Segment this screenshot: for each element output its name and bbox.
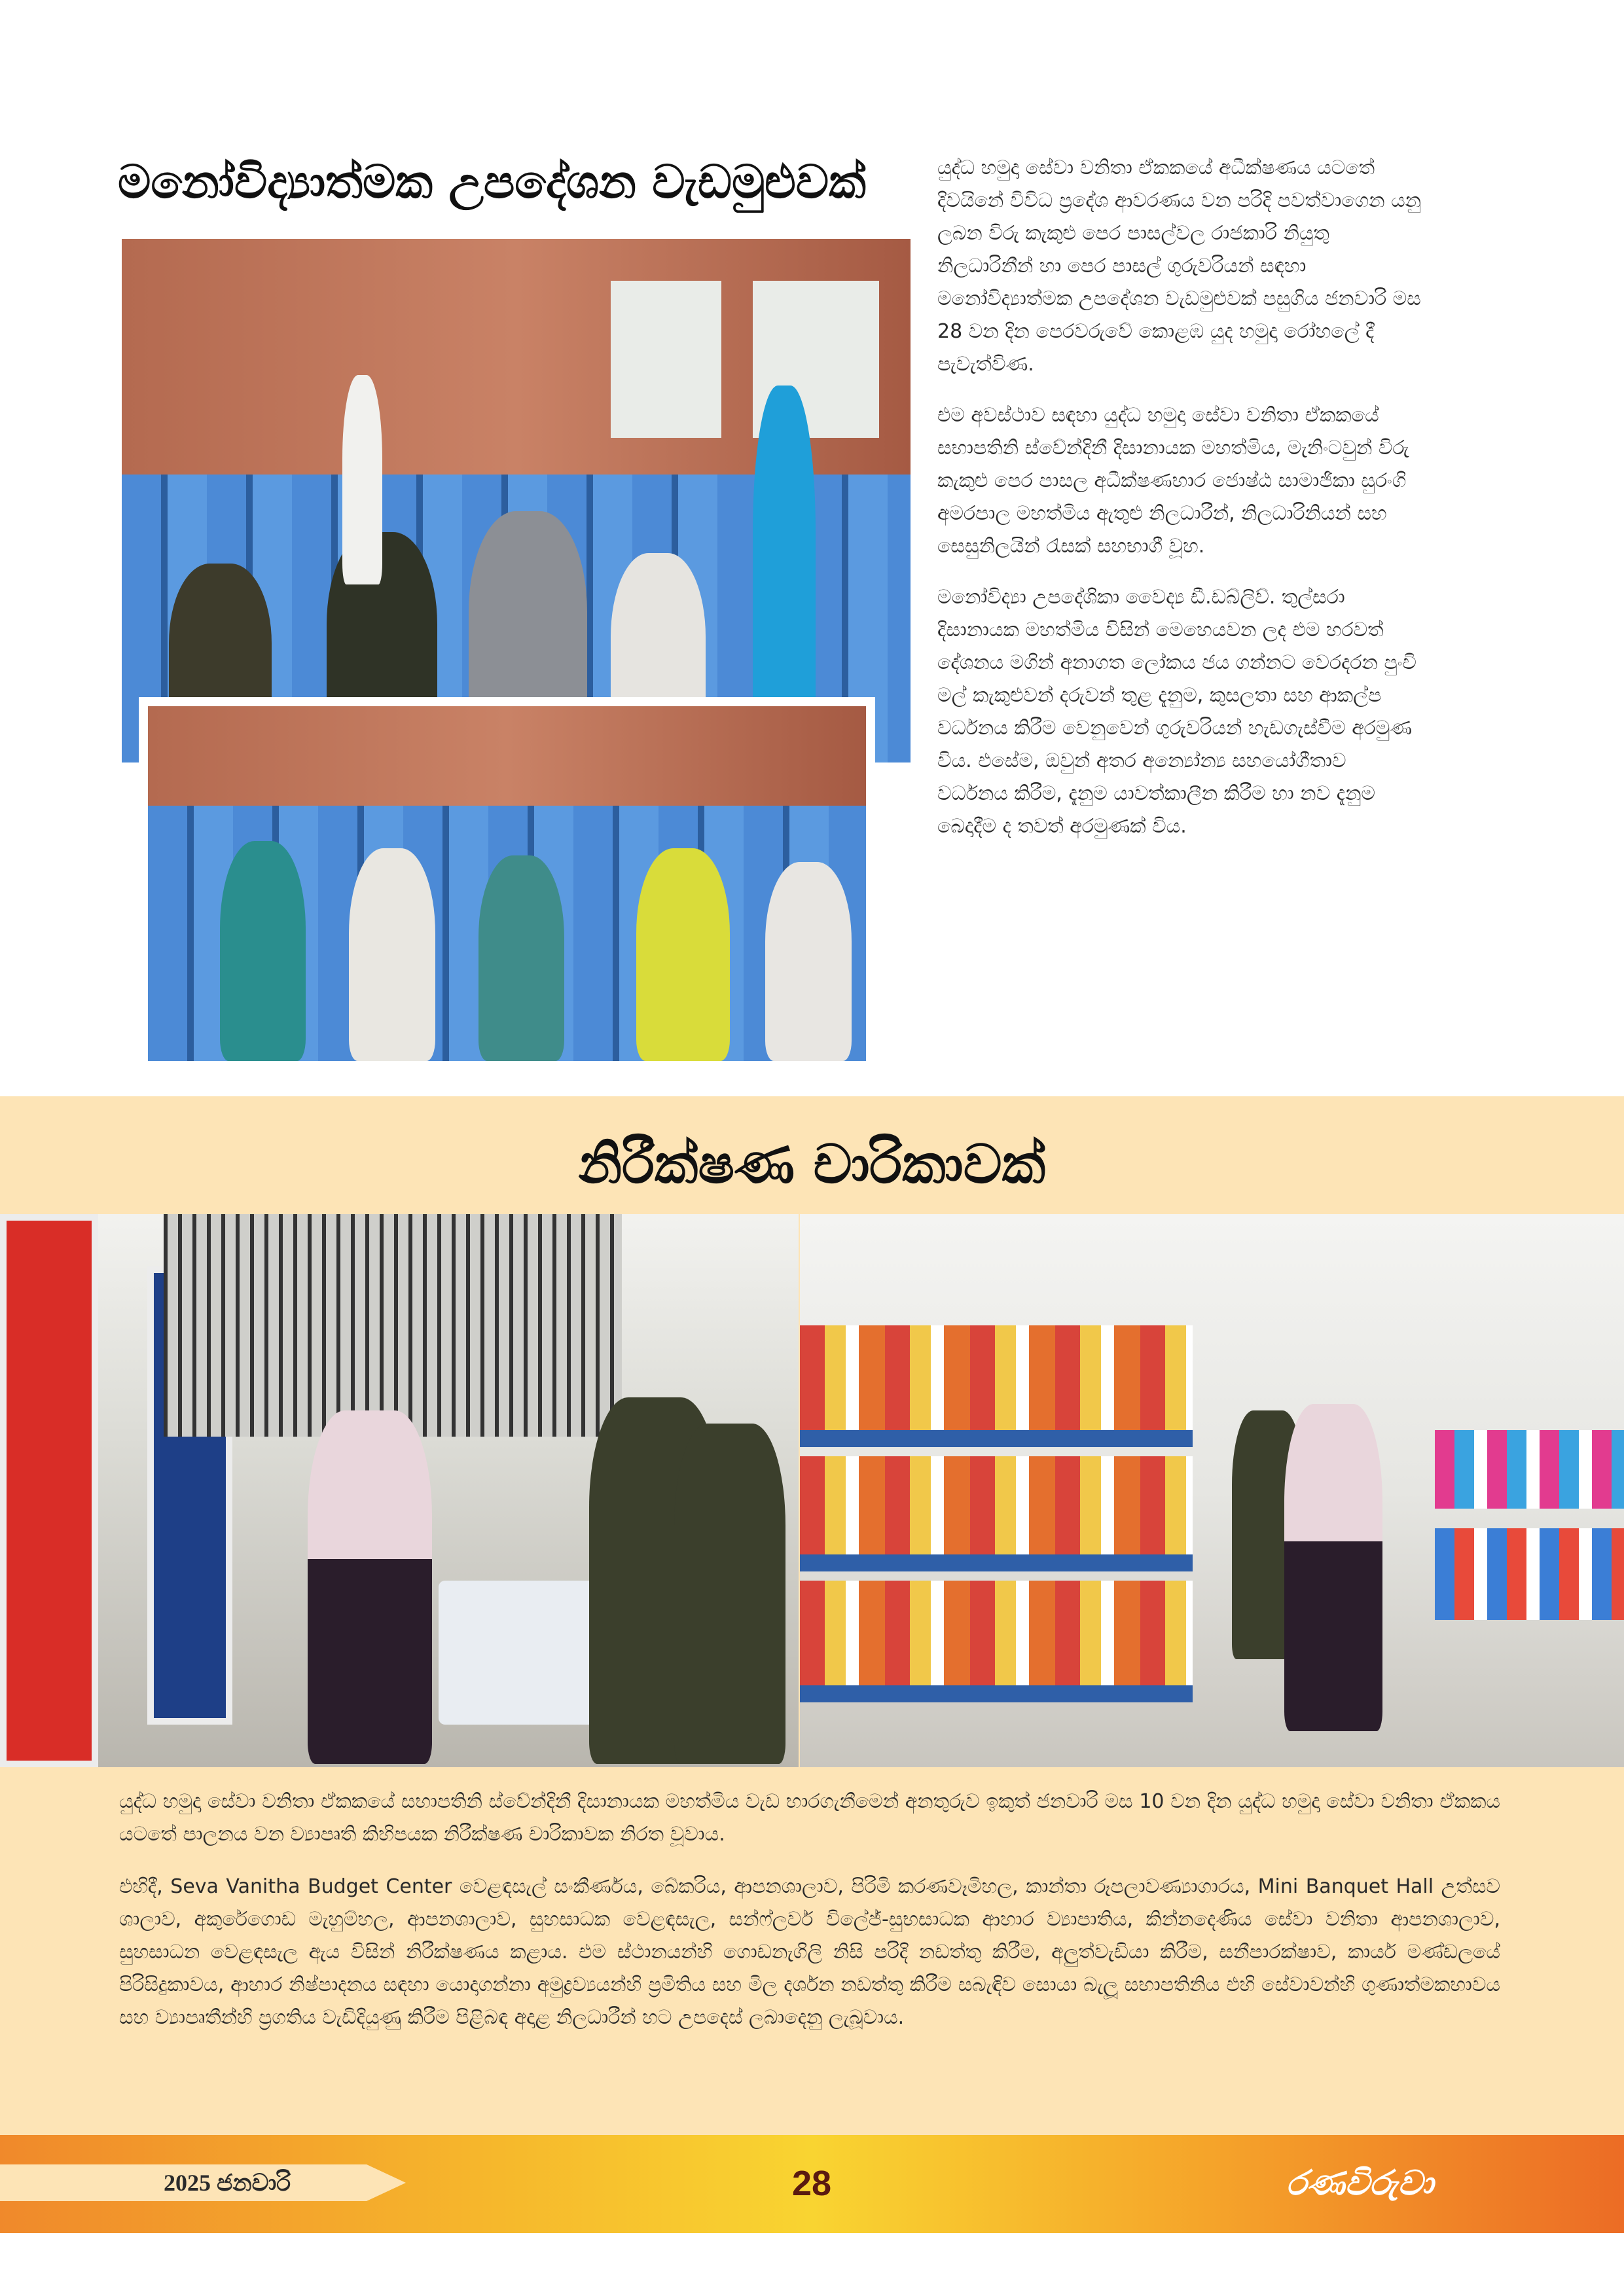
photo-workshop-hall (122, 239, 911, 762)
magazine-logo: රණවිරුවා (1286, 2164, 1434, 2203)
photo-inspection-store (800, 1214, 1624, 1767)
article-top-text (937, 152, 1422, 861)
page-number: 28 (791, 2164, 832, 2203)
issue-date: 2025 ජනවාරි (164, 2170, 291, 2196)
article-title-bottom: නිරීක්ෂණ චාරිකාවක් (578, 1134, 1046, 1196)
paragraph: යුද්ධ හමුදා සේවා වනිතා ඒකකයේ සභාපතිනි ස්වේන්දිනී දිසානායක මහත්මිය වැඩ භාරගැනීමෙන් අනතුරුව ඉකුත් ජනවාරි මස 10 වන දින යුද්ධ හමුදා සේවා වනිතා ඒකකය යටතේ පාලනය වන ව්‍යාපෘති කිහිපයක නිරීක්ෂණ චාරිකාවක නිරත වූවාය. (119, 1790, 1500, 1846)
paragraph: එම අවස්ථාව සඳහා යුද්ධ හමුදා සේවා වනිතා ඒකකයේ සභාපතිනි ස්වේන්දිනී දිසානායක මහත්මිය, මැනිංටවුන් විරු කැකුළු පෙර පාසල අධීක්ෂණභාර ජොෂ්ඨ සාමාජිකා සුරංගි අමරපාල මහත්මිය ඇතුළු නිලධාරීන්, නිලධාරිනියන් සහ සෙසුනිලයින් රැසක් සහභාගී වූහ. (937, 404, 1409, 558)
article-title-top: මනෝවිද්‍යාත්මක උපදේශන වැඩමුළුවක් (118, 155, 866, 209)
paragraph: යුද්ධ හමුදා සේවා වනිතා ඒකකයේ අධීක්ෂණය යටතේ දිවයිනේ විවිධ ප්‍රදේශ ආවරණය වන පරිදි පවත්වාගෙන යනු ලබන විරු කැකුළු පෙර පාසල්වල රාජකාරි නියුතු නිලධාරිනීන් හා පෙර පාසල් ගුරුවරියන් සඳහා මනෝවිද්‍යාත්මක උපදේශන වැඩමුළුවක් පසුගිය ජනවාරි මස 28 වන දින පෙරවරුවේ කොළඹ යුද හමුදා රෝහලේ දී පැවැත්විණ. (937, 156, 1422, 376)
photo-inspection-cafe (0, 1214, 799, 1767)
photo-participants (139, 697, 875, 1070)
paragraph: මනෝවිද්‍යා උපදේශිකා වෛද්‍ය ඩී.ඩබ්ලිව්. තුල්සරා දිසානායක මහත්මිය විසින් මෙහෙයවන ලද එම හරවත් දේශනය මගින් අනාගත ලෝකය ජය ගන්නට වෙරදරන පුංචි මල් කැකුළුවන් දරුවන් තුළ දැනුම, කුසලතා සහ ආකල්ප වර්ධනය කිරීම වෙනුවෙන් ගුරුවරියන් හැඩගැස්වීම අරමුණ විය. එසේම, ඔවුන් අතර අන්‍යෝන්‍ය සහයෝගීතාව වර්ධනය කිරීම, දැනුම යාවත්කාලීන කිරීම හා නව දැනුම බෙදාදීම ද තවත් අරමුණක් විය. (937, 586, 1416, 838)
paragraph: එහිදී, Seva Vanitha Budget Center වෙළඳසැල් සංකීර්ණය, බේකරිය, ආපනශාලාව, පිරිමි කරණවෑමිහල, කාන්තා රූපලාවණ්‍යාගාරය, Mini Banquet Hall උත්සව ශාලාව, අකුරේගොඩ මැහුම්හල, ආපනශාලාව, සුහසාධක වෙළඳසැල, සන්ෆ්ලවර් විලේජ්-සුභසාධක ආහාර ව්‍යාපාතිය, කින්නදෙණිය සේවා වනිතා ආපනශාලාව, සුහසාධන වෙළඳසැල ඇය විසින් නිරීක්ෂණය කළාය. එම ස්ථානයන්හි ගොඩනැගිලි නිසි පරිදි නඩත්තු කිරීම, අලුත්වැඩියා කිරීම, සනීපාරක්ෂාව, කාර්ය මණ්ඩලයේ පිරිසිදුකාවය, ආහාර නිෂ්පාදනය සඳහා යොදාගන්නා අමුද්‍රව්‍යයන්හි ප්‍රමිතිය සහ මිල දර්ශන නඩත්තු කිරීම සබැඳිව සොයා බැලූ සභාපතිනිය එහි සේවාවන්හි ගුණාත්මකභාවය සහ ව්‍යාපෘතීන්හි ප්‍රගතිය වැඩිදියුණු කිරීම පිළිබඳ අදාළ නිලධාරීන් හට උපදෙස් ලබාදෙනු ලැබූවාය. (119, 1875, 1500, 2029)
article-bottom-text (119, 1785, 1500, 2054)
